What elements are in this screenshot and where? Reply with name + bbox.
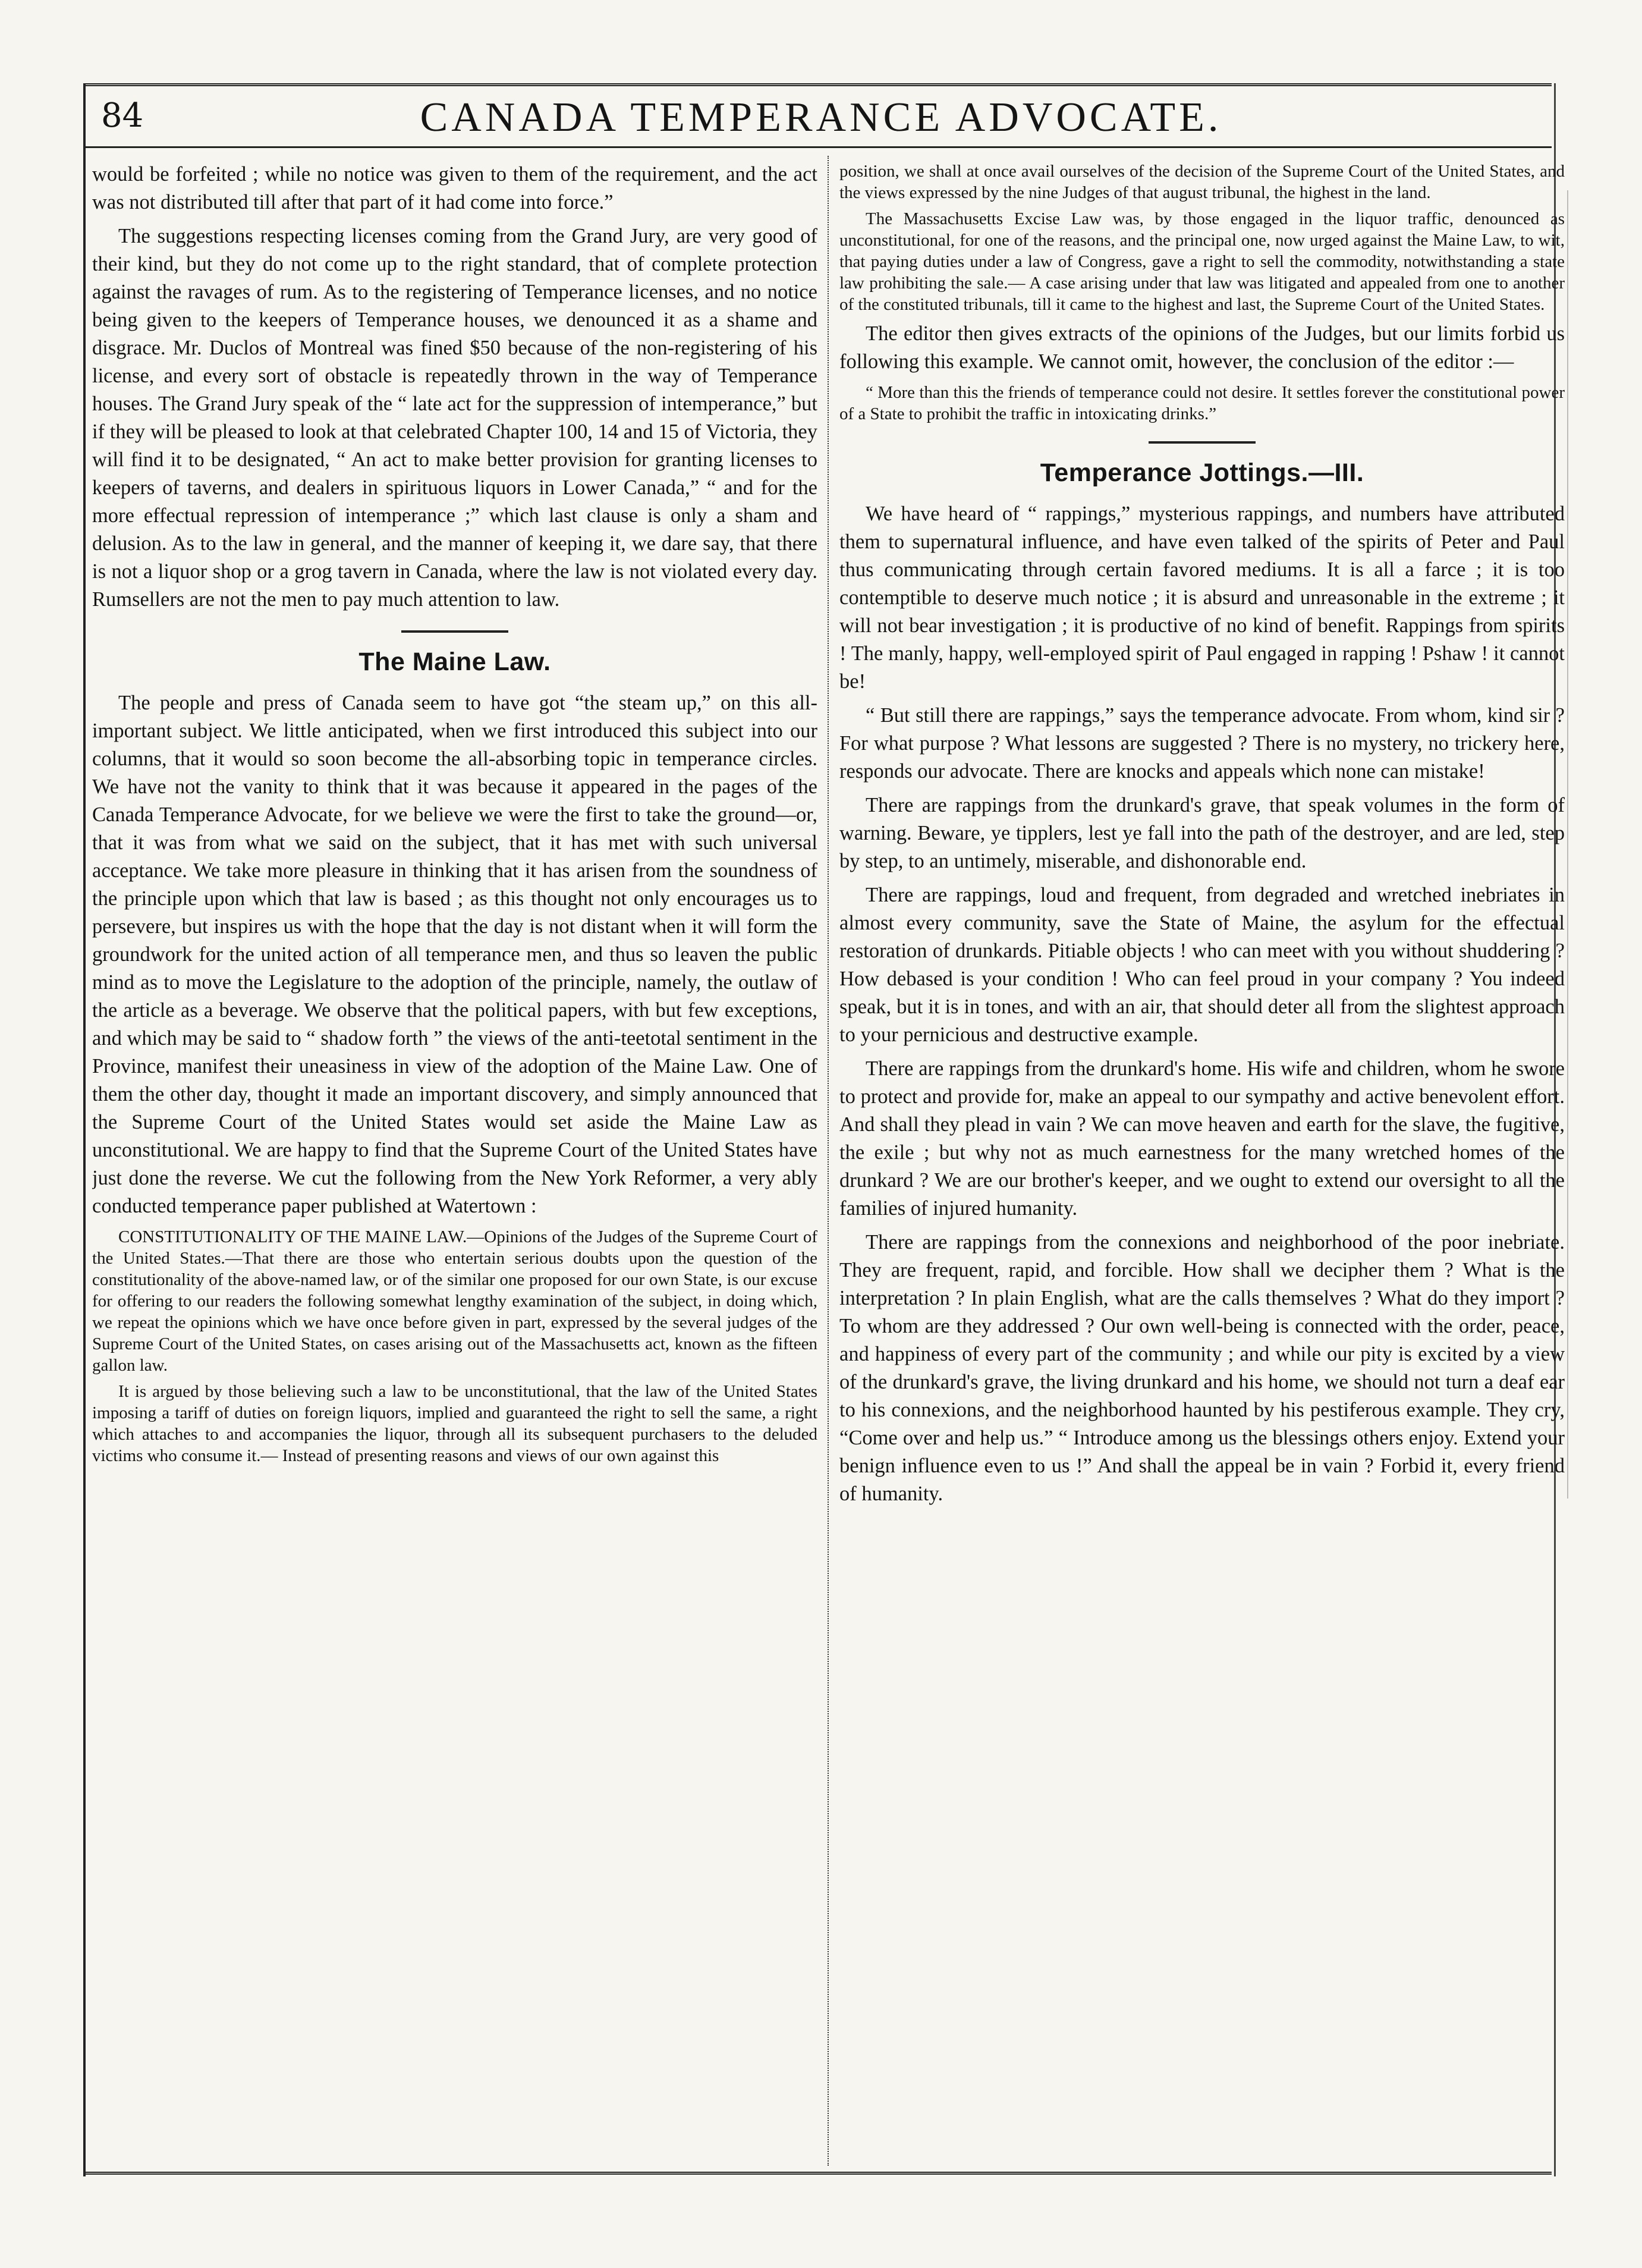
section-rule [1149,441,1256,444]
paragraph: The editor then gives extracts of the opinions of the Judges, but our limits forbid us following this example. We cannot omit, however, the conclusion of the editor :— [839,322,1565,373]
section-heading-jottings: Temperance Jottings.—III. [1040,458,1364,487]
section-rule [401,630,508,633]
top-rule [83,83,1552,86]
paragraph: There are rappings from the connexions and neighborhood of the poor inebriate. They are frequent, rapid, and forcible. How shall we decipher them ? What is the interpretation ? In plain English, what are the calls themselves ? What do they import ? To whom are they addressed ? Our own well-being is connected with the order, peace, and happiness of every part of the community ; and while our pity is excited by a view of the drunkard's grave, the living drunkard and his home, we should not turn a deaf ear to his connexions, and the neighborhood haunted by his pestiferous example. They cry, “Come over and help us.” “ Introduce among us the blessings others enjoy. Extend your benign influence even to us !” And shall the appeal be in vain ? Forbid it, every friend of humanity. [839,1231,1565,1505]
quoted-paragraph: It is argued by those believing such a law to be unconstitutional, that the law of the United States imposing a tariff of duties on foreign liquors, implied and guaranteed the right to sell the same, a right which attaches to and accompanies the liquor, through all its subsequent purchasers to the deluded victims who consume it.— Instead of presenting reasons and views of our own against this [92,1382,817,1465]
paragraph: There are rappings from the drunkard's grave, that speak volumes in the form of warning. Beware, ye tipplers, lest ye fall into the path of the destroyer, and are led, step by step, to an untimely, miserable, and dishonorable end. [839,794,1565,872]
column-divider [828,156,829,2166]
page-edge [1567,190,1592,1499]
header-rule [83,146,1552,148]
page-number: 84 [101,96,144,135]
bottom-rule [83,2172,1552,2175]
paragraph: The suggestions respecting licenses coming from the Grand Jury, are very good of their kind, but they do not come up to the right standard, that of complete protection against the ravages of rum. As to the registering of Temperance licenses, and no notice being given to the keepers of Temperance houses, we denounced it as a shame and disgrace. Mr. Duclos of Montreal was fined $50 because of the non-registering of his license, and every sort of obstacle is repeatedly thrown in the way of Temperance houses. The Grand Jury speak of the “ late act for the suppression of intemperance,” but if they will be pleased to look at that celebrated Chapter 100, 14 and 15 of Victoria, they will find it to be designated, “ An act to make better provision for granting licenses to keepers of taverns, and dealers in spirituous liquors in Lower Canada,” “ and for the more effectual repression of intemperance ;” which last clause is only a sham and delusion. As to the law in general, and the manner of keeping it, we dare say, that there is not a liquor shop or a grog tavern in Canada, where the law is not violated every day. Rumsellers are not the men to pay much attention to law. [92,225,817,611]
right-column [839,161,1565,2168]
quoted-paragraph: “ More than this the friends of temperance could not desire. It settles forever the constitutional power of a State to prohibit the traffic in intoxicating drinks.” [839,383,1565,423]
paragraph: We have heard of “ rappings,” mysterious rappings, and numbers have attributed them to supernatural influence, and have even talked of the spirits of Peter and Paul thus communicating through certain favored mediums. It is all a farce ; it is too contemptible to deserve much notice ; it is absurd and unreasonable in the extreme ; it will not bear investigation ; it is productive of no kind of benefit. Rappings from spirits ! The manly, happy, well-employed spirit of Paul engaged in rapping ! Pshaw ! it cannot be! [839,502,1565,693]
paragraph: “ But still there are rappings,” says the temperance advocate. From whom, kind sir ? For what purpose ? What lessons are suggested ? There is no mystery, no trickery here, responds our advocate. There are knocks and appeals which none can mistake! [839,704,1565,783]
paragraph: The people and press of Canada seem to have got “the steam up,” on this all-important subject. We little anticipated, when we first introduced this subject into our columns, that it would so soon become the all-absorbing topic in temperance circles. We have not the vanity to think that it was because it appeared in the pages of the Canada Temperance Advocate, for we believe we were the first to take the ground—or, that it was from what we said on the subject, that it has met with such universal acceptance. We take more pleasure in thinking that it has arisen from the soundness of the principle upon which that law is based ; as this thought not only encourages us to persevere, but inspires us with the hope that the day is not distant when it will form the groundwork for the united action of all temperance men, and thus so leaven the public mind as to move the Legislature to the adoption of the principle, namely, the outlaw of the article as a beverage. We observe that the political papers, with but few exceptions, and which may be said to “ shadow forth ” the views of the anti-teetotal sentiment in the Province, manifest their uneasiness in view of the adoption of the Maine Law. One of them the other day, thought it made an important discovery, and simply announced that the Supreme Court of the United States would set aside the Maine Law as unconstitutional. We are happy to find that the Supreme Court of the United States have just done the reverse. We cut the following from the New York Reformer, a very ably conducted temperance paper published at Watertown : [92,692,817,1217]
left-column [92,161,817,2168]
quoted-paragraph: The Massachusetts Excise Law was, by those engaged in the liquor traffic, denounced as unconstitutional, for one of the reasons, and the principal one, now urged against the Maine Law, to wit, that paying duties under a law of Congress, gave a right to sell the commodity, notwithstanding a state law prohibiting the sale.— A case arising under that law was litigated and appealed from one to another of the constituted tribunals, till it came to the highest and last, the Supreme Court of the United States. [839,209,1565,314]
paragraph: There are rappings, loud and frequent, from degraded and wretched inebriates in almost every community, save the State of Maine, the asylum for the effectual restoration of drunkards. Pitiable objects ! who can meet with you without shuddering ? How debased is your condition ! Who can feel proud in your company ? You indeed speak, but it is in tones, and with an air, that should deter all from the slightest approach to your pernicious and destructive example. [839,884,1565,1046]
masthead-title: CANADA TEMPERANCE ADVOCATE. [420,95,1222,140]
quoted-paragraph: CONSTITUTIONALITY OF THE MAINE LAW.—Opinions of the Judges of the Supreme Court of the United States.—That there are those who entertain serious doubts upon the question of the constitutionality of the above-named law, or of the similar one proposed for our own State, is our excuse for offering to our readers the following somewhat lengthy examination of the subject, in doing which, we repeat the opinions which we have once before given in part, expressed by the several judges of the Supreme Court of the United States, on cases arising out of the Massachusetts act, known as the fifteen gallon law. [92,1227,817,1375]
paragraph: There are rappings from the drunkard's home. His wife and children, whom he swore to protect and provide for, make an appeal to our sympathy and active benevolent effort. And shall they plead in vain ? We can move heaven and earth for the slave, the fugitive, the exile ; but why not as much earnestness for the many wretched homes of the drunkard ? We are our brother's keeper, and we ought to extend our oversight to all the families of injured humanity. [839,1057,1565,1220]
paragraph: would be forfeited ; while no notice was given to them of the requirement, and the act was not distributed till after that part of it had come into force.” [92,163,817,213]
section-heading-maine-law: The Maine Law. [358,648,551,676]
quoted-paragraph: position, we shall at once avail ourselves of the decision of the Supreme Court of the United States, and the views expressed by the nine Judges of that august tribunal, the highest in the land. [839,162,1565,202]
